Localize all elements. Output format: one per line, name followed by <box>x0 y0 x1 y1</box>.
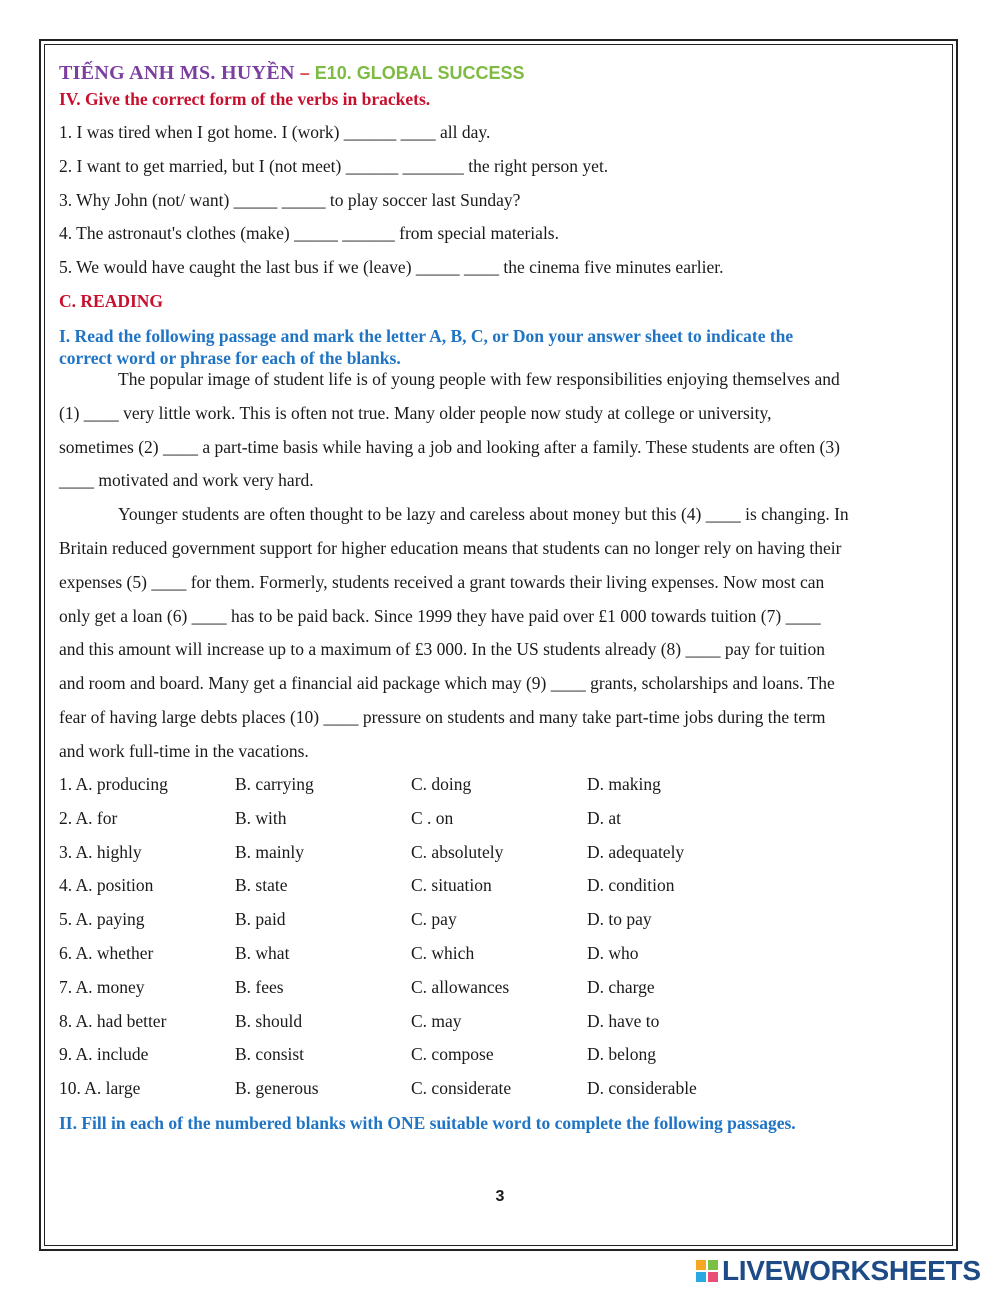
option-d: D. who <box>587 942 639 963</box>
option-row-8 <box>59 1010 779 1044</box>
option-c: C. which <box>411 942 475 963</box>
option-c: C . on <box>411 807 454 828</box>
option-b: B. fees <box>235 976 284 997</box>
option-d: D. condition <box>587 875 675 896</box>
option-a: 8. A. had better <box>59 1010 167 1031</box>
logo-tile <box>707 1259 719 1271</box>
option-c: C. absolutely <box>411 841 504 862</box>
reading-instruction-line-2: correct word or phrase for each of the blanks. <box>59 348 401 368</box>
option-d: D. making <box>587 774 661 794</box>
option-d: D. adequately <box>587 841 685 862</box>
liveworksheets-wordmark: LIVEWORKSHEETS <box>722 1255 981 1286</box>
option-row-1 <box>59 773 779 807</box>
liveworksheets-icon <box>695 1259 719 1283</box>
verb-question-1: 1. I was tired when I got home. I (work) ______ ____ all day. <box>59 122 491 142</box>
course-name: E10. GLOBAL SUCCESS <box>314 63 525 83</box>
passage-line: and this amount will increase up to a maximum of £3 000. In the US students already (8) ____ pay for tuition <box>59 639 825 660</box>
option-b: B. paid <box>235 909 286 930</box>
option-c: C. situation <box>411 875 492 896</box>
verb-question-4: 4. The astronaut's clothes (make) _____ ______ from special materials. <box>59 223 559 243</box>
option-a: 9. A. include <box>59 1044 149 1065</box>
verb-question-5: 5. We would have caught the last bus if we (leave) _____ ____ the cinema five minutes earlier. <box>59 257 724 277</box>
option-a: 7. A. money <box>59 976 145 997</box>
liveworksheets-logo[interactable] <box>695 1256 981 1286</box>
logo-tile <box>695 1259 707 1271</box>
section-iv-title: IV. Give the correct form of the verbs in brackets. <box>59 89 431 109</box>
reading-passage <box>59 368 937 774</box>
option-c: C. may <box>411 1010 462 1031</box>
option-b: B. generous <box>235 1078 319 1099</box>
option-row-10 <box>59 1077 779 1111</box>
option-c: C. allowances <box>411 976 510 997</box>
option-d: D. have to <box>587 1010 660 1031</box>
page-number: 3 <box>495 1188 505 1205</box>
option-a: 6. A. whether <box>59 942 154 963</box>
reading-section-title: C. READING <box>59 291 164 311</box>
option-row-3 <box>59 841 779 875</box>
option-b: B. what <box>235 942 290 963</box>
document-header <box>59 60 524 86</box>
verb-question-3: 3. Why John (not/ want) _____ _____ to play soccer last Sunday? <box>59 190 521 210</box>
option-row-7 <box>59 976 779 1010</box>
option-d: D. considerable <box>587 1078 697 1099</box>
verb-question-2: 2. I want to get married, but I (not meet) ______ _______ the right person yet. <box>59 156 609 176</box>
option-c: C. considerate <box>411 1078 512 1099</box>
option-d: D. belong <box>587 1044 657 1065</box>
option-a: 2. A. for <box>59 807 118 828</box>
option-c: C. compose <box>411 1044 494 1065</box>
option-d: D. at <box>587 807 622 828</box>
passage-line: sometimes (2) ____ a part-time basis while having a job and looking after a family. These students are often (3) <box>59 436 840 457</box>
option-b: B. should <box>235 1010 303 1031</box>
option-row-9 <box>59 1043 779 1077</box>
option-a: 4. A. position <box>59 875 154 896</box>
option-row-4 <box>59 874 779 908</box>
option-d: D. to pay <box>587 909 652 930</box>
option-a: 10. A. large <box>59 1078 141 1099</box>
passage-line: only get a loan (6) ____ has to be paid back. Since 1999 they have paid over £1 000 towards tuition (7) ____ <box>59 605 821 626</box>
passage-line: The popular image of student life is of young people with few responsibilities enjoying themselves and <box>118 369 840 389</box>
option-a: 1. A. producing <box>59 774 168 794</box>
answer-options <box>59 773 779 1111</box>
option-a: 5. A. paying <box>59 909 145 930</box>
passage-line: ____ motivated and work very hard. <box>59 470 314 491</box>
option-c: C. doing <box>411 774 472 794</box>
passage-line: and work full-time in the vacations. <box>59 740 309 761</box>
option-b: B. carrying <box>235 774 314 794</box>
option-b: B. consist <box>235 1044 305 1065</box>
option-b: B. state <box>235 875 288 896</box>
passage-line: and room and board. Many get a financial aid package which may (9) ____ grants, scholarships and loans. The <box>59 673 835 694</box>
reading-instruction-line-1: I. Read the following passage and mark the letter A, B, C, or Don your answer sheet to indicate the <box>59 326 794 346</box>
passage-line: expenses (5) ____ for them. Formerly, students received a grant towards their living expenses. Now most can <box>59 571 825 592</box>
option-row-2 <box>59 807 779 841</box>
option-row-5 <box>59 908 779 942</box>
passage-line: Britain reduced government support for higher education means that students can no longer rely on having their <box>59 537 842 558</box>
option-row-6 <box>59 942 779 976</box>
logo-tile <box>707 1271 719 1283</box>
passage-line: (1) ____ very little work. This is often not true. Many older people now study at college or university, <box>59 402 772 423</box>
option-d: D. charge <box>587 976 655 997</box>
option-a: 3. A. highly <box>59 841 142 862</box>
option-b: B. mainly <box>235 841 305 862</box>
logo-tile <box>695 1271 707 1283</box>
brand-name: TIẾNG ANH MS. HUYỀN <box>59 62 295 84</box>
section-ii-title: II. Fill in each of the numbered blanks with ONE suitable word to complete the following passages. <box>59 1113 796 1133</box>
option-c: C. pay <box>411 909 457 930</box>
option-b: B. with <box>235 807 287 828</box>
header-separator: – <box>294 63 315 83</box>
passage-line: fear of having large debts places (10) ____ pressure on students and many take part-time jobs during the term <box>59 706 826 727</box>
passage-line: Younger students are often thought to be lazy and careless about money but this (4) ____ is changing. In <box>118 504 849 525</box>
